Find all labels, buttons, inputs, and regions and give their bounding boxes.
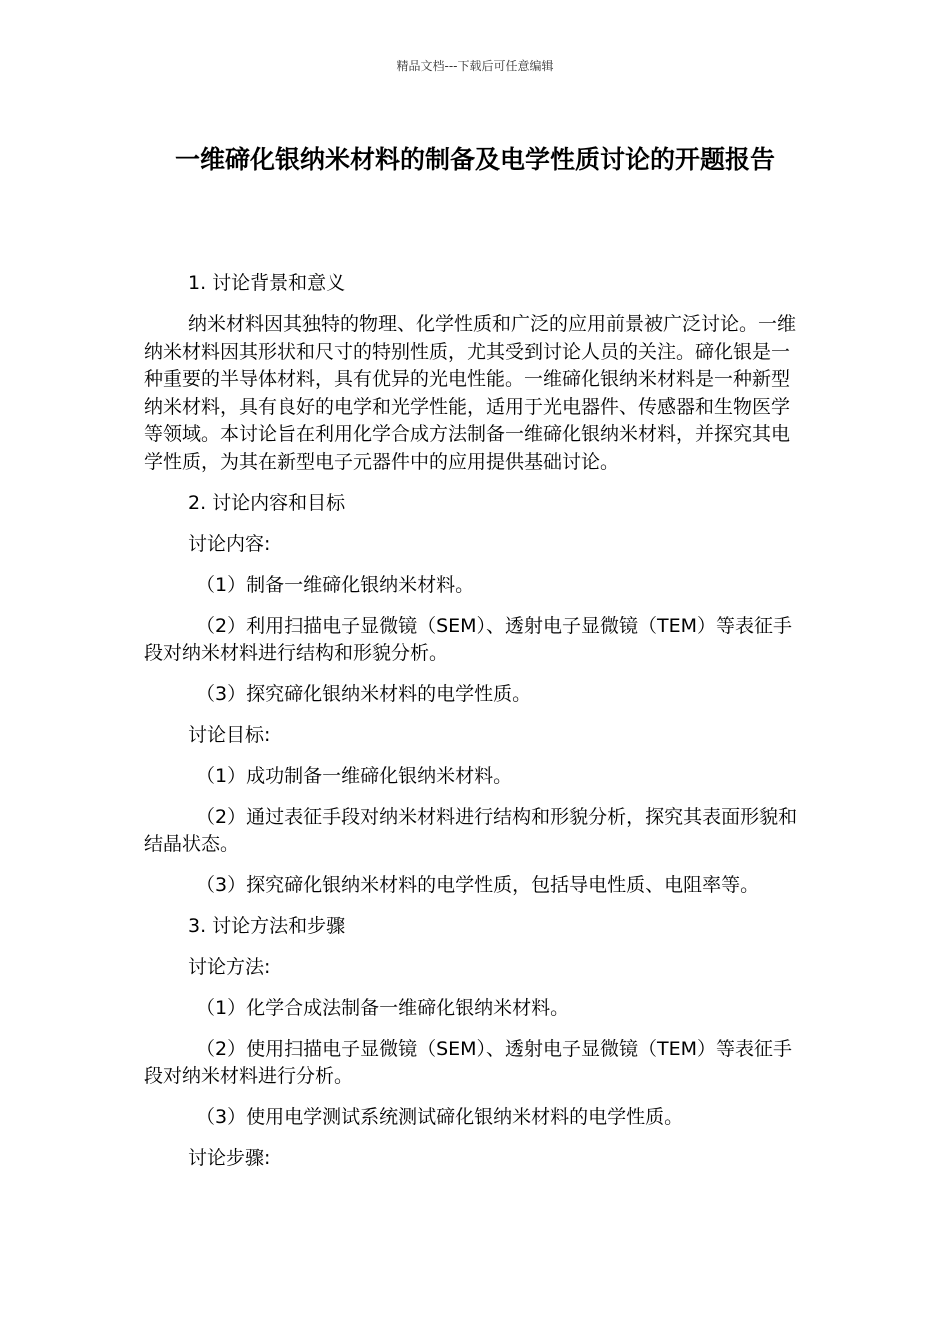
section-heading-background: 1. 讨论背景和意义 — [188, 272, 346, 294]
content-label: 讨论内容: — [188, 533, 271, 555]
goal-item-2: （2）通过表征手段对纳米材料进行结构和形貌分析，探究其表面形貌和结晶状态。 — [144, 806, 798, 855]
method-item-1: （1）化学合成法制备一维碲化银纳米材料。 — [196, 997, 570, 1019]
content-item-2: （2）利用扫描电子显微镜（SEM）、透射电子显微镜（TEM）等表征手段对纳米材料进行结构和形貌分析。 — [144, 615, 793, 664]
method-label: 讨论方法: — [188, 956, 271, 978]
goal-item-3: （3）探究碲化银纳米材料的电学性质，包括导电性质、电阻率等。 — [196, 874, 760, 896]
section-heading-methods: 3. 讨论方法和步骤 — [188, 915, 346, 937]
document-title: 一维碲化银纳米材料的制备及电学性质讨论的开题报告 — [174, 145, 775, 174]
background-paragraph: 纳米材料因其独特的物理、化学性质和广泛的应用前景被广泛讨论。一维纳米材料因其形状和尺寸的特别性质，尤其受到讨论人员的关注。碲化银是一种重要的半导体材料，具有优异的光电性能。一维碲化银纳米材料是一种新型纳米材料，具有良好的电学和光学性能，适用于光电器件、传感器和生物医学等领域。本讨论旨在利用化学合成方法制备一维碲化银纳米材料，并探究其电学性质，为其在新型电子元器件中的应用提供基础讨论。 — [144, 313, 797, 473]
goal-item-1: （1）成功制备一维碲化银纳米材料。 — [196, 765, 513, 787]
content-item-3: （3）探究碲化银纳米材料的电学性质。 — [196, 683, 532, 705]
method-item-2: （2）使用扫描电子显微镜（SEM）、透射电子显微镜（TEM）等表征手段对纳米材料进行分析。 — [144, 1038, 793, 1087]
document-body — [144, 270, 808, 1186]
section-heading-content-goals: 2. 讨论内容和目标 — [188, 492, 346, 514]
steps-label: 讨论步骤: — [188, 1147, 271, 1169]
method-item-3: （3）使用电学测试系统测试碲化银纳米材料的电学性质。 — [196, 1106, 684, 1128]
content-item-1: （1）制备一维碲化银纳米材料。 — [196, 574, 475, 596]
header-note: 精品文档---下载后可任意编辑 — [396, 59, 554, 73]
goal-label: 讨论目标: — [188, 724, 271, 746]
